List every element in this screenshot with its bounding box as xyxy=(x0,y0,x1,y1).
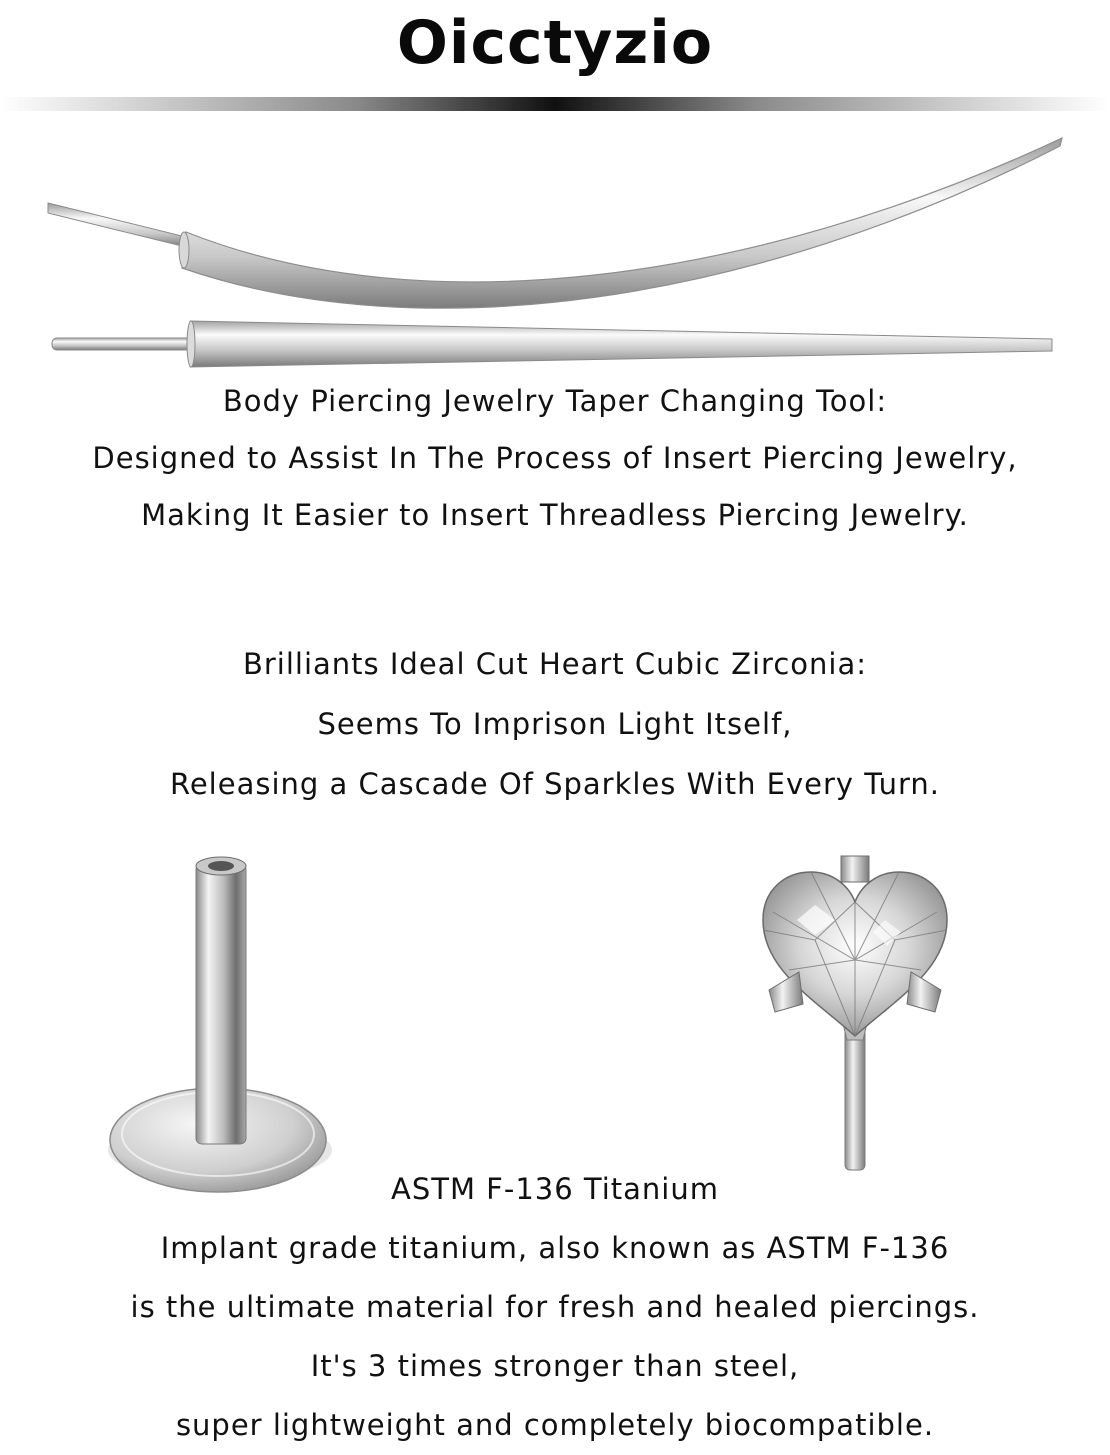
titanium-line-3: It's 3 times stronger than steel, xyxy=(310,1349,800,1383)
labret-post-image xyxy=(100,850,340,1190)
zirconia-line-1: Brilliants Ideal Cut Heart Cubic Zirconia: xyxy=(242,647,868,681)
titanium-line-4: super lightweight and completely biocompatible. xyxy=(175,1408,935,1442)
zirconia-line-2: Seems To Imprison Light Itself, xyxy=(317,707,793,741)
heart-zirconia-image xyxy=(755,850,955,1175)
taper-line-1: Body Piercing Jewelry Taper Changing Tool: xyxy=(222,384,888,418)
taper-line-3: Making It Easier to Insert Threadless Piercing Jewelry. xyxy=(141,498,969,532)
header-divider xyxy=(0,97,1110,111)
zirconia-description xyxy=(0,634,1110,814)
titanium-line-1: Implant grade titanium, also known as ASTM F-136 xyxy=(160,1231,950,1265)
curved-taper-image xyxy=(0,120,1110,320)
titanium-description xyxy=(0,1160,1110,1455)
taper-description xyxy=(0,373,1110,544)
taper-line-2: Designed to Assist In The Process of Insert Piercing Jewelry, xyxy=(92,441,1018,475)
straight-taper-image xyxy=(0,315,1110,375)
titanium-line-2: is the ultimate material for fresh and healed piercings. xyxy=(130,1290,980,1324)
titanium-heading: ASTM F-136 Titanium xyxy=(390,1172,719,1206)
brand-logo: Oicctyzio xyxy=(396,8,714,78)
zirconia-line-3: Releasing a Cascade Of Sparkles With Every Turn. xyxy=(169,767,940,801)
